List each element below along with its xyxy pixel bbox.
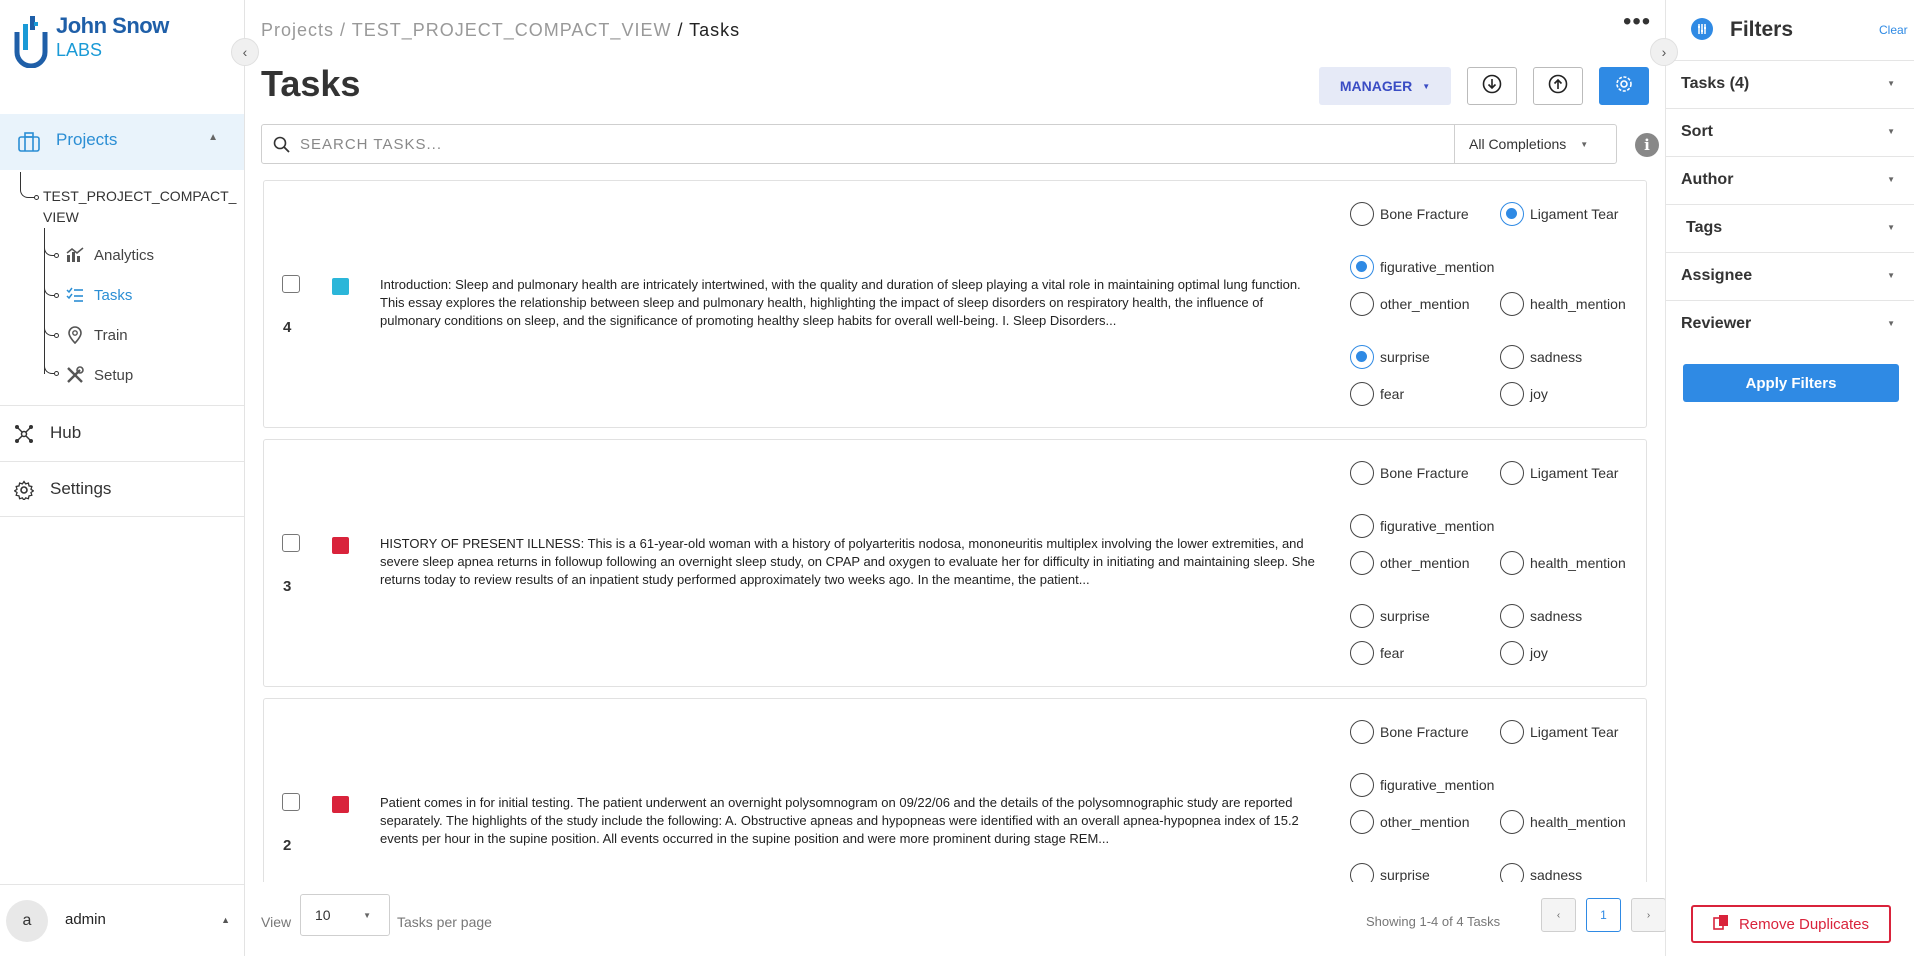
choice-health-mention[interactable] <box>1500 551 1626 575</box>
filters-panel <box>1665 0 1914 956</box>
nav-settings-label: Settings <box>50 479 112 498</box>
radio-icon <box>1350 514 1374 538</box>
sidebar-item-label: Train <box>94 326 128 344</box>
page-title: Tasks <box>261 63 361 104</box>
choice-label: surprise <box>1380 349 1430 365</box>
completions-filter-select[interactable] <box>1454 125 1616 163</box>
filter-section-assignee[interactable] <box>1666 252 1914 300</box>
choice-bone-fracture[interactable] <box>1350 202 1469 226</box>
filter-section-sort[interactable] <box>1666 108 1914 156</box>
filter-section-label: Reviewer <box>1681 315 1752 332</box>
chevron-down-icon: ▼ <box>1887 223 1895 232</box>
chevron-down-icon: ▼ <box>1887 271 1895 280</box>
filter-section-label: Sort <box>1681 123 1713 140</box>
chevron-down-icon: ▼ <box>363 910 371 920</box>
choice-surprise[interactable] <box>1350 604 1430 628</box>
choice-label: Bone Fracture <box>1380 465 1469 481</box>
tree-node <box>54 253 59 258</box>
tree-node <box>54 333 59 338</box>
choice-label: fear <box>1380 645 1405 661</box>
chevron-down-icon: ▼ <box>1580 139 1589 149</box>
choice-label: other_mention <box>1380 555 1470 571</box>
download-icon <box>1482 74 1502 99</box>
breadcrumb-separator: / <box>340 20 352 40</box>
sidebar-item-label: Tasks <box>94 286 133 304</box>
per-page-label: Tasks per page <box>397 914 492 930</box>
import-button[interactable] <box>1467 67 1517 105</box>
radio-icon <box>1500 292 1524 316</box>
task-checkbox[interactable] <box>282 275 300 293</box>
choice-label: health_mention <box>1530 555 1626 571</box>
choice-label: joy <box>1530 386 1548 402</box>
choice-label: other_mention <box>1380 296 1470 312</box>
search-icon <box>262 125 300 163</box>
breadcrumb <box>261 20 740 41</box>
showing-count: Showing 1-4 of 4 Tasks <box>1366 914 1501 929</box>
choice-label: sadness <box>1530 349 1583 365</box>
sidebar-item-label: Setup <box>94 366 134 384</box>
task-id: 2 <box>283 837 292 854</box>
clear-filters-link[interactable]: Clear <box>1879 23 1908 37</box>
sidebar <box>0 0 248 956</box>
search-input[interactable] <box>300 125 1454 163</box>
task-card[interactable] <box>263 439 1647 687</box>
choice-other-mention[interactable] <box>1350 810 1470 834</box>
choice-label: figurative_mention <box>1380 259 1495 275</box>
task-checkbox[interactable] <box>282 793 300 811</box>
breadcrumb-project[interactable]: TEST_PROJECT_COMPACT_VIEW <box>351 20 672 40</box>
task-id: 3 <box>283 578 292 595</box>
radio-icon <box>1350 604 1374 628</box>
choice-label: sadness <box>1530 867 1583 882</box>
chevron-down-icon: ▼ <box>1887 127 1895 136</box>
choice-health-mention[interactable] <box>1500 810 1626 834</box>
radio-icon <box>1350 292 1374 316</box>
choice-label: other_mention <box>1380 814 1470 830</box>
radio-icon <box>1500 720 1524 744</box>
choice-joy[interactable] <box>1500 641 1548 665</box>
logo-mark-icon <box>14 14 48 68</box>
choice-sadness[interactable] <box>1500 863 1582 882</box>
settings-icon <box>1614 74 1634 99</box>
collapse-filters-button[interactable] <box>1650 38 1678 66</box>
choice-figurative-mention[interactable] <box>1350 773 1494 797</box>
radio-icon <box>1500 345 1524 369</box>
chevron-right-icon: › <box>1661 44 1667 60</box>
breadcrumb-separator: / <box>677 20 690 40</box>
view-label: View <box>261 914 292 930</box>
choice-label: surprise <box>1380 867 1430 882</box>
choice-label: figurative_mention <box>1380 518 1495 534</box>
upload-icon <box>1548 74 1568 99</box>
radio-icon <box>1500 382 1524 406</box>
hub-icon <box>14 424 34 449</box>
role-dropdown-button[interactable] <box>1319 67 1451 105</box>
choice-joy[interactable] <box>1500 382 1548 406</box>
filter-section-reviewer[interactable] <box>1666 300 1914 348</box>
task-text[interactable]: Introduction: Sleep and pulmonary health are intricately intertwined, with the quality and duration of sleep playing a vital role in maintaining optimal lung function. This essay explores the relationship between sleep and pulmonary health, highlighting the impact of sleep disorders on respiratory health, the influence of pulmonary conditions on sleep, and the significance of promoting healthy sleep habits for overall well-being. I. Sleep Disorders... <box>380 277 1301 328</box>
remove-duplicates-button[interactable] <box>1691 905 1891 943</box>
user-name: admin <box>65 911 106 928</box>
radio-icon <box>1350 461 1374 485</box>
choice-label: Bone Fracture <box>1380 206 1469 222</box>
project-settings-button[interactable] <box>1599 67 1649 105</box>
task-color-tag <box>332 537 349 554</box>
page-size-select[interactable] <box>300 894 390 936</box>
role-label: MANAGER <box>1339 78 1413 94</box>
sidebar-item-setup[interactable] <box>66 364 133 386</box>
remove-duplicates-label: Remove Duplicates <box>1738 915 1870 933</box>
nav-hub[interactable] <box>0 405 244 461</box>
choice-other-mention[interactable] <box>1350 292 1470 316</box>
logo-title: John Snow <box>56 13 169 38</box>
radio-icon <box>1500 202 1524 226</box>
choice-other-mention[interactable] <box>1350 551 1470 575</box>
page-size-value: 10 <box>315 907 331 923</box>
sidebar-item-train[interactable] <box>66 324 128 346</box>
task-text[interactable]: HISTORY OF PRESENT ILLNESS: This is a 61-year-old woman with a history of polyarteritis nodosa, mononeuritis multiplex involving the lower extremities, and severe sleep apnea returns in followup following an overnight sleep study, on CPAP and oxygen to evaluate her for difficulty in initiating and maintaining sleep. She returns today to review results of an inpatient study performed approximately two weeks ago. In the meantime, the patient... <box>380 536 1315 587</box>
choice-label: health_mention <box>1530 814 1626 830</box>
task-id: 4 <box>283 319 292 336</box>
gear-icon <box>14 480 34 505</box>
radio-icon <box>1500 641 1524 665</box>
filter-section-author[interactable] <box>1666 156 1914 204</box>
avatar: a <box>6 900 48 942</box>
filter-sliders-icon <box>1691 18 1713 40</box>
task-text[interactable]: Patient comes in for initial testing. The patient underwent an overnight polysomnogram on 09/22/06 and the details of the polysomnographic study are reported separately. The highlights of the study include the following: A. Obstructive apneas and hypopneas were identified with an overall apnea-hypopnea index of 15.2 events per hour in the supine position. All events occurred in the supine position and were more prominent during stage REM... <box>380 795 1299 846</box>
choice-label: Ligament Tear <box>1530 724 1619 740</box>
choice-ligament-tear[interactable] <box>1500 720 1618 744</box>
sidebar-item-tasks[interactable] <box>66 284 132 306</box>
choice-label: surprise <box>1380 608 1430 624</box>
choice-label: Ligament Tear <box>1530 206 1619 222</box>
choice-health-mention[interactable] <box>1500 292 1626 316</box>
nav-projects-label: Projects <box>56 130 118 149</box>
radio-icon <box>1350 202 1374 226</box>
choice-figurative-mention[interactable] <box>1350 514 1494 538</box>
choice-ligament-tear[interactable] <box>1500 461 1618 485</box>
chevron-down-icon: ▼ <box>1422 81 1431 91</box>
tasks-icon <box>66 286 84 304</box>
choice-label: health_mention <box>1530 296 1626 312</box>
radio-icon <box>1350 863 1374 882</box>
task-checkbox[interactable] <box>282 534 300 552</box>
choice-bone-fracture[interactable] <box>1350 461 1469 485</box>
tree-connector <box>20 172 36 198</box>
choice-label: sadness <box>1530 608 1583 624</box>
radio-icon <box>1350 720 1374 744</box>
choice-sadness[interactable] <box>1500 345 1582 369</box>
sidebar-item-analytics[interactable] <box>66 244 154 266</box>
radio-icon <box>1350 255 1374 279</box>
choice-label: Ligament Tear <box>1530 465 1619 481</box>
radio-icon <box>1350 551 1374 575</box>
apply-filters-button[interactable]: Apply Filters <box>1683 364 1899 402</box>
nav-projects[interactable] <box>0 114 244 170</box>
task-color-tag <box>332 278 349 295</box>
radio-icon <box>1350 641 1374 665</box>
choice-bone-fracture[interactable] <box>1350 720 1469 744</box>
choice-label: joy <box>1530 645 1548 661</box>
chevron-up-icon: ▲ <box>221 915 230 925</box>
breadcrumb-current: Tasks <box>689 20 741 40</box>
export-button[interactable] <box>1533 67 1583 105</box>
task-card[interactable] <box>263 698 1647 882</box>
radio-icon <box>1500 863 1524 882</box>
sidebar-project-name[interactable]: TEST_PROJECT_COMPACT_VIEW <box>43 188 237 225</box>
analytics-icon <box>66 246 84 264</box>
user-menu[interactable] <box>0 884 244 956</box>
sidebar-item-label: Analytics <box>94 246 155 264</box>
choice-label: Bone Fracture <box>1380 724 1469 740</box>
choice-surprise[interactable] <box>1350 345 1430 369</box>
chevron-up-icon: ▲ <box>208 132 218 143</box>
radio-icon <box>1500 810 1524 834</box>
choice-sadness[interactable] <box>1500 604 1582 628</box>
filter-section-tasks[interactable] <box>1666 60 1914 108</box>
pagination-bar <box>245 894 1665 956</box>
radio-icon <box>1350 773 1374 797</box>
radio-icon <box>1350 382 1374 406</box>
chevron-down-icon: ▼ <box>1887 319 1895 328</box>
radio-icon <box>1350 345 1374 369</box>
more-options-button[interactable]: ••• <box>1623 8 1652 35</box>
tree-node <box>54 293 59 298</box>
search-bar <box>261 124 1617 164</box>
next-page-button[interactable]: › <box>1631 898 1666 932</box>
filter-section-label: Author <box>1681 171 1734 188</box>
info-icon[interactable]: i <box>1635 133 1659 157</box>
radio-icon <box>1500 604 1524 628</box>
choice-ligament-tear[interactable] <box>1500 202 1618 226</box>
nav-hub-label: Hub <box>50 423 82 442</box>
logo[interactable] <box>14 14 169 68</box>
choice-fear[interactable] <box>1350 382 1404 406</box>
duplicates-icon <box>1713 914 1731 934</box>
choice-figurative-mention[interactable] <box>1350 255 1494 279</box>
radio-icon <box>1500 551 1524 575</box>
prev-page-button[interactable]: ‹ <box>1541 898 1576 932</box>
filter-section-tags[interactable] <box>1666 204 1914 252</box>
projects-icon <box>18 132 40 157</box>
chevron-down-icon: ▼ <box>1887 175 1895 184</box>
logo-subtitle: LABS <box>56 40 103 60</box>
choice-label: figurative_mention <box>1380 777 1495 793</box>
task-list <box>261 180 1647 882</box>
radio-icon <box>1350 810 1374 834</box>
collapse-sidebar-button[interactable] <box>231 38 259 66</box>
tree-node <box>54 371 59 376</box>
chevron-left-icon: ‹ <box>242 44 248 60</box>
filters-title: Filters <box>1730 18 1794 41</box>
setup-icon <box>66 366 84 384</box>
filter-section-label: Tags <box>1686 219 1723 236</box>
radio-icon <box>1500 461 1524 485</box>
train-icon <box>66 326 84 344</box>
task-card[interactable] <box>263 180 1647 428</box>
breadcrumb-projects[interactable]: Projects <box>261 20 335 40</box>
chevron-down-icon: ▼ <box>1887 79 1895 88</box>
nav-settings[interactable] <box>0 461 244 517</box>
choice-fear[interactable] <box>1350 641 1404 665</box>
page-1-button[interactable]: 1 <box>1586 898 1621 932</box>
filter-section-label: Assignee <box>1681 267 1753 284</box>
completions-filter-value: All Completions <box>1469 136 1567 152</box>
choice-label: fear <box>1380 386 1405 402</box>
main-content <box>242 0 1667 956</box>
tree-node <box>34 195 39 200</box>
choice-surprise[interactable] <box>1350 863 1430 882</box>
filter-section-label: Tasks (4) <box>1681 75 1750 92</box>
task-color-tag <box>332 796 349 813</box>
